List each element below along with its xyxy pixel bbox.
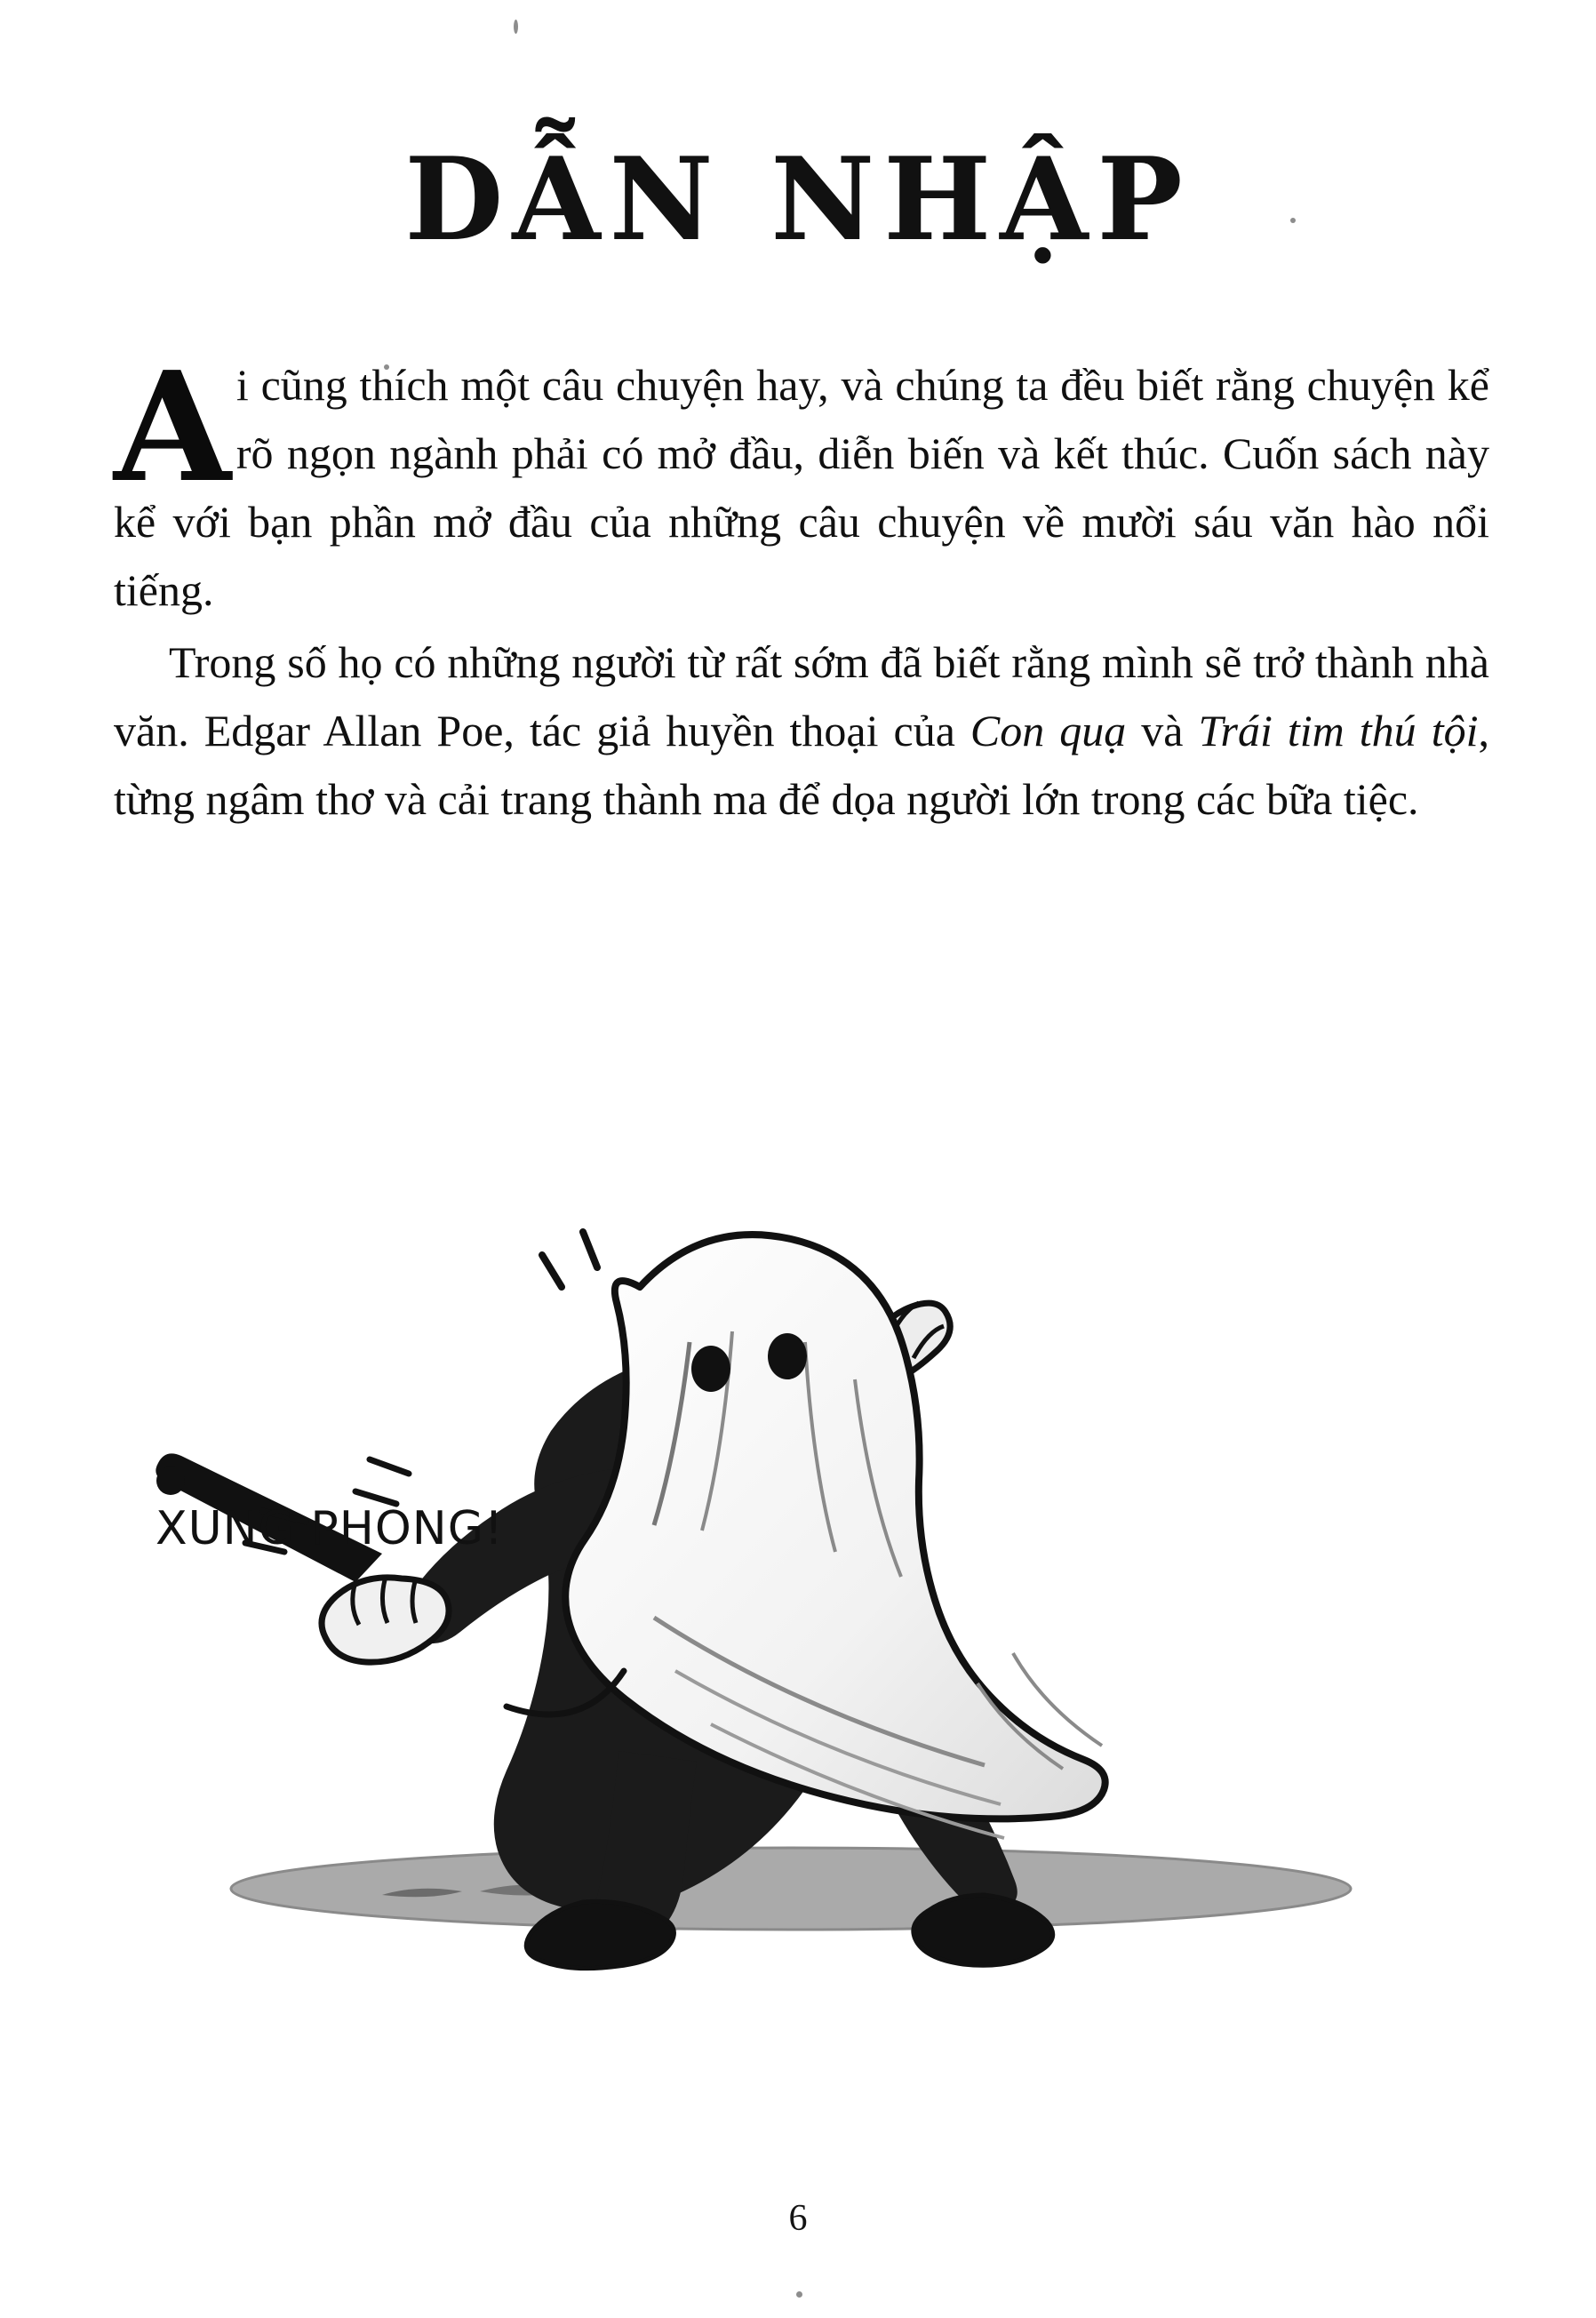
paragraph-2-part-3: , từng ngâm thơ và cải trang thành ma để dọa người lớn trong các bữa tiệc. — [114, 706, 1489, 824]
print-speck — [796, 2291, 802, 2298]
paragraph-2 — [114, 628, 1489, 834]
ghost-eye-left — [691, 1346, 730, 1392]
paragraph-1 — [114, 339, 1489, 625]
drop-cap: A — [114, 339, 231, 516]
work-title-con-qua: Con quạ — [970, 706, 1127, 755]
paragraph-2-part-2: và — [1126, 706, 1199, 755]
paragraph-1-text: i cũng thích một câu chuyện hay, và chúng ta đều biết rằng chuyện kể rõ ngọn ngành phải có mở đầu, diễn biến và kết thúc. Cuốn sách này kể với bạn phần mở đầu của những câu chuyện về mười sáu văn hào nổi tiếng. — [114, 360, 1489, 615]
page-number: 6 — [788, 2198, 808, 2239]
ghost-eye-right — [768, 1333, 807, 1379]
body-text — [114, 339, 1489, 837]
speech-bubble-text: XUNG PHONG! — [156, 1502, 504, 1555]
work-title-trai-tim-thu-toi: Trái tim thú tội — [1198, 706, 1479, 755]
paragraph-2-part-1: Trong số họ có những người từ rất sớm đã biết rằng mình sẽ trở thành nhà văn. Edgar Allan Poe, tác giả huyền thoại của — [114, 637, 1489, 755]
print-speck — [514, 20, 518, 34]
page-title: DẪN NHẬP — [404, 132, 1192, 267]
